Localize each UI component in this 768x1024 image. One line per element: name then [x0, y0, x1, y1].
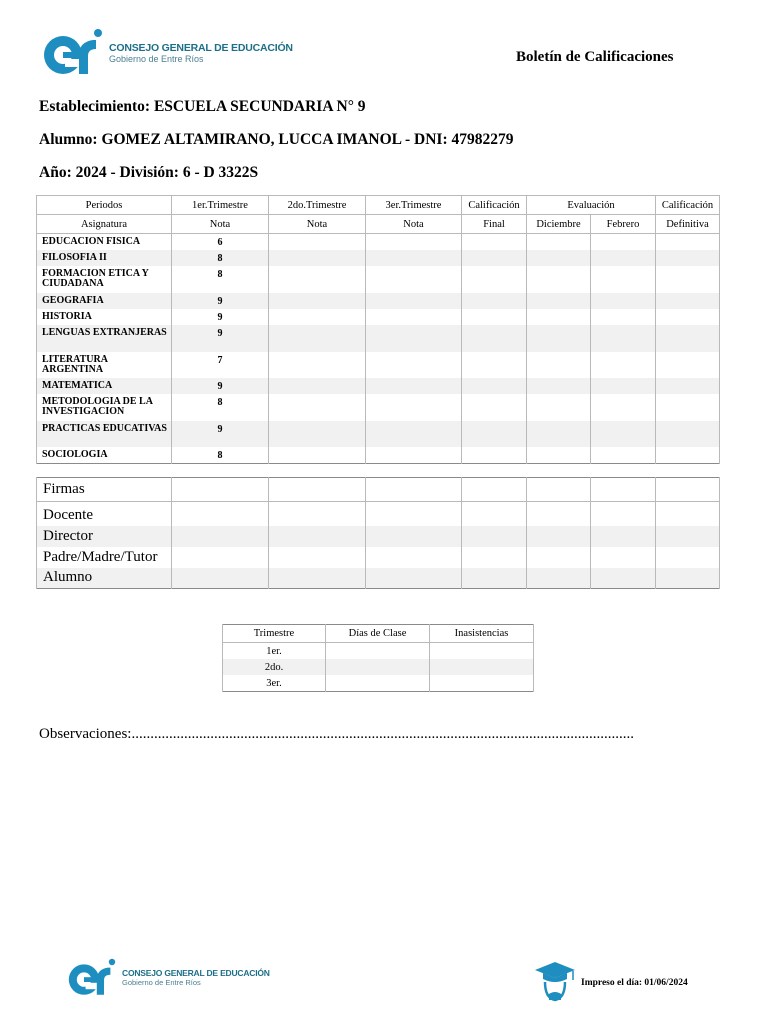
header-logo: [41, 28, 293, 78]
grade-t1: 9: [172, 378, 269, 394]
graduate-icon: [533, 960, 577, 1004]
table-row: [37, 378, 720, 394]
subject-name: FORMACION ETICA Y CIUDADANA: [37, 266, 172, 293]
header-calificacion-final: Calificación: [462, 196, 527, 215]
trimestre-label: 1er.: [223, 643, 326, 660]
signature-row: [37, 568, 720, 589]
signature-row: [37, 478, 720, 502]
subject-name: MATEMATICA: [37, 378, 172, 394]
subject-name: HISTORIA: [37, 309, 172, 325]
grade-t1: 8: [172, 394, 269, 421]
footer-org-sub: Gobierno de Entre Ríos: [122, 977, 201, 987]
table-row: [37, 309, 720, 325]
table-row: [37, 234, 720, 250]
header-calificacion-definitiva: Calificación: [656, 196, 720, 215]
establecimiento-line: Establecimiento: ESCUELA SECUNDARIA N° 9: [39, 98, 366, 115]
signature-label-firmas: Firmas: [37, 478, 172, 502]
signature-label-director: Director: [37, 526, 172, 547]
grades-header-row-1: [37, 196, 720, 215]
trimestre-label: 2do.: [223, 659, 326, 675]
header-org-name: CONSEJO GENERAL DE EDUCACIÓN: [109, 41, 293, 54]
cge-logo-icon: [41, 28, 105, 78]
table-row: [37, 352, 720, 378]
grade-t1: 9: [172, 309, 269, 325]
attendance-header-row: [223, 625, 534, 643]
table-row: [37, 293, 720, 309]
printed-date: Impreso el día: 01/06/2024: [581, 978, 688, 988]
subject-name: METODOLOGIA DE LA INVESTIGACION: [37, 394, 172, 421]
table-row: [37, 250, 720, 266]
table-row: [37, 394, 720, 421]
footer-logo: [66, 958, 270, 998]
header-evaluacion: Evaluación: [527, 196, 656, 215]
observaciones-line: Observaciones:......................................................................................................................................: [39, 726, 634, 742]
header-trimestre: Trimestre: [223, 625, 326, 643]
anio-division-line: Año: 2024 - División: 6 - D 3322S: [39, 164, 259, 181]
table-row: [223, 643, 534, 660]
table-row: [37, 421, 720, 447]
signature-row: [37, 502, 720, 526]
header-org-sub: Gobierno de Entre Ríos: [109, 53, 204, 64]
header-asignatura: Asignatura: [37, 215, 172, 234]
header-nota-3: Nota: [366, 215, 462, 234]
header-2do-trimestre: 2do.Trimestre: [269, 196, 366, 215]
signature-row: [37, 547, 720, 568]
header-febrero: Febrero: [591, 215, 656, 234]
header-dias-de-clase: Días de Clase: [326, 625, 430, 643]
grade-t1: 9: [172, 293, 269, 309]
table-row: [37, 447, 720, 464]
header-periodos: Periodos: [37, 196, 172, 215]
grade-t1: 8: [172, 250, 269, 266]
table-row: [223, 659, 534, 675]
subject-name: FILOSOFIA II: [37, 250, 172, 266]
grade-t1: 9: [172, 325, 269, 352]
document-title: Boletín de Calificaciones: [516, 49, 674, 65]
grades-header-row-2: [37, 215, 720, 234]
header-diciembre: Diciembre: [527, 215, 591, 234]
header-inasistencias: Inasistencias: [430, 625, 534, 643]
grade-t1: 6: [172, 234, 269, 250]
header-1er-trimestre: 1er.Trimestre: [172, 196, 269, 215]
signatures-table: [36, 477, 720, 589]
signature-label-alumno: Alumno: [37, 568, 172, 589]
subject-name: EDUCACION FISICA: [37, 234, 172, 250]
signature-label-padre-madre-tutor: Padre/Madre/Tutor: [37, 547, 172, 568]
attendance-table: [222, 624, 534, 692]
table-row: [37, 266, 720, 293]
table-row: [223, 675, 534, 692]
header-3er-trimestre: 3er.Trimestre: [366, 196, 462, 215]
alumno-line: Alumno: GOMEZ ALTAMIRANO, LUCCA IMANOL - DNI: 47982279: [39, 131, 514, 148]
grade-t1: 8: [172, 266, 269, 293]
trimestre-label: 3er.: [223, 675, 326, 692]
subject-name: LENGUAS EXTRANJERAS: [37, 325, 172, 352]
cge-logo-icon: [66, 958, 118, 998]
subject-name: LITERATURA ARGENTINA: [37, 352, 172, 378]
header-definitiva: Definitiva: [656, 215, 720, 234]
grade-t1: 7: [172, 352, 269, 378]
subject-name: SOCIOLOGIA: [37, 447, 172, 464]
footer-org-name: CONSEJO GENERAL DE EDUCACIÓN: [122, 967, 270, 978]
header-nota-1: Nota: [172, 215, 269, 234]
signature-label-docente: Docente: [37, 502, 172, 526]
grade-t1: 8: [172, 447, 269, 464]
subject-name: PRACTICAS EDUCATIVAS: [37, 421, 172, 447]
table-row: [37, 325, 720, 352]
grade-t1: 9: [172, 421, 269, 447]
subject-name: GEOGRAFIA: [37, 293, 172, 309]
header-nota-2: Nota: [269, 215, 366, 234]
grades-table: [36, 195, 720, 464]
signature-row: [37, 526, 720, 547]
header-final: Final: [462, 215, 527, 234]
